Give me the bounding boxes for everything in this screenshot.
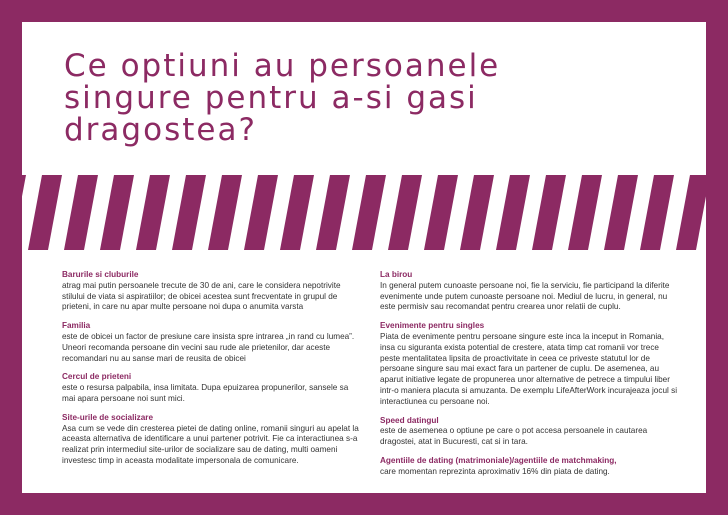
- section-heading: Barurile si cluburile: [62, 270, 139, 279]
- stripe: [568, 175, 602, 250]
- section-heading: Evenimente pentru singles: [380, 321, 485, 331]
- section-baruri: [62, 270, 360, 313]
- stripe: [136, 175, 170, 250]
- title-line-2: singure pentru a-si gasi: [64, 80, 478, 116]
- stripe: [604, 175, 638, 250]
- title-line-3: dragostea?: [64, 112, 257, 148]
- stripe: [28, 175, 62, 250]
- left-column: [62, 270, 360, 475]
- section-cercul-de-prieteni: [62, 372, 360, 404]
- section-body: care momentan reprezinta aproximativ 16% din piata de dating.: [380, 466, 610, 476]
- stripe: [640, 175, 674, 250]
- section-familia: [62, 321, 360, 364]
- title-line-1: Ce optiuni au persoanele: [64, 48, 501, 84]
- stripe: [172, 175, 206, 250]
- stripe: [100, 175, 134, 250]
- section-speed-dating: [380, 416, 680, 448]
- stripe: [388, 175, 422, 250]
- right-column: [380, 270, 680, 486]
- section-heading: Site-urile de socializare: [62, 412, 154, 422]
- section-body: Piata de evenimente pentru persoane singure este inca la inceput in Romania, insa cu siguranta exista potential de crestere, atata timp cat romanii vor trece peste mentalitatea lipsita de proactivitate in ceea ce priveste statutul lor de persoane singure sau mai exact fara un partener de cuplu. De asemenea, au aparut initiative legate de propunerea unor alternative de petrece a timpului liber intr-o maniera placuta si amuzanta. De exemplu LifeAfterWork incurajeaza jocul si interactiunea cu persoane noi.: [380, 331, 678, 406]
- section-agentii-dating: [380, 456, 680, 478]
- stripe: [352, 175, 386, 250]
- stripe: [280, 175, 314, 250]
- section-site-uri-socializare: [62, 413, 360, 467]
- section-body: este o resursa palpabila, insa limitata. Dupa epuizarea propunerilor, sansele sa mai apara persoane noi sunt mici.: [62, 383, 349, 403]
- page: [22, 22, 706, 493]
- stripe: [496, 175, 530, 250]
- stripe: [460, 175, 494, 250]
- section-heading: La birou: [380, 270, 413, 279]
- stripe: [424, 175, 458, 250]
- section-heading: Familia: [62, 321, 91, 331]
- section-body: In general putem cunoaste persoane noi, fie la serviciu, fie participand la diferite evenimente unde putem cunoaste persoane noi. Mediul de lucru, in general, nu este permisiv sau recomandat pentru crearea unor relatii de cuplu.: [380, 280, 670, 312]
- stripe: [532, 175, 566, 250]
- section-heading: Speed datingul: [380, 415, 439, 425]
- stripe: [208, 175, 242, 250]
- stripe: [244, 175, 278, 250]
- page-title: [64, 50, 664, 146]
- section-heading: Cercul de prieteni: [62, 372, 132, 382]
- section-heading: Agentiile de dating (matrimoniale)/agentiile de matchmaking,: [380, 455, 617, 465]
- stripe: [316, 175, 350, 250]
- stripe: [64, 175, 98, 250]
- section-body: este de asemenea o optiune pe care o pot accesa persoanele in cautarea dragostei, atat in Bucuresti, cat si in tara.: [380, 426, 648, 447]
- section-body: atrag mai putin persoanele trecute de 30 de ani, care le considera nepotrivite stilului de viata si aspiratiilor; de obicei acestea sunt frecventate in grupul de prieteni, in care nu apar multe persoane noi dupa o anumita varsta: [62, 280, 341, 312]
- section-body: este de obicei un factor de presiune care insista spre intrarea „in rand cu lumea”. Uneori recomanda persoane din vecini sau rude ale prietenilor, dar aceste recomandari nu au sanse mari de reusita de obicei: [62, 331, 355, 363]
- section-la-birou: [380, 270, 680, 313]
- section-evenimente-singles: [380, 321, 680, 407]
- stripe: [676, 175, 706, 250]
- diagonal-stripe-band: [22, 175, 706, 250]
- section-body: Asa cum se vede din cresterea pietei de dating online, romanii singuri au apelat la aceasta alternativa de identificare a unui partener potrivit. Fie ca interactiunea s-a realizat prin intermediul site-urilor de socializare sau de dating, multi oameni investesc timp in aceasta modalitate impersonala de comunicare.: [62, 423, 359, 465]
- stripe: [22, 175, 26, 250]
